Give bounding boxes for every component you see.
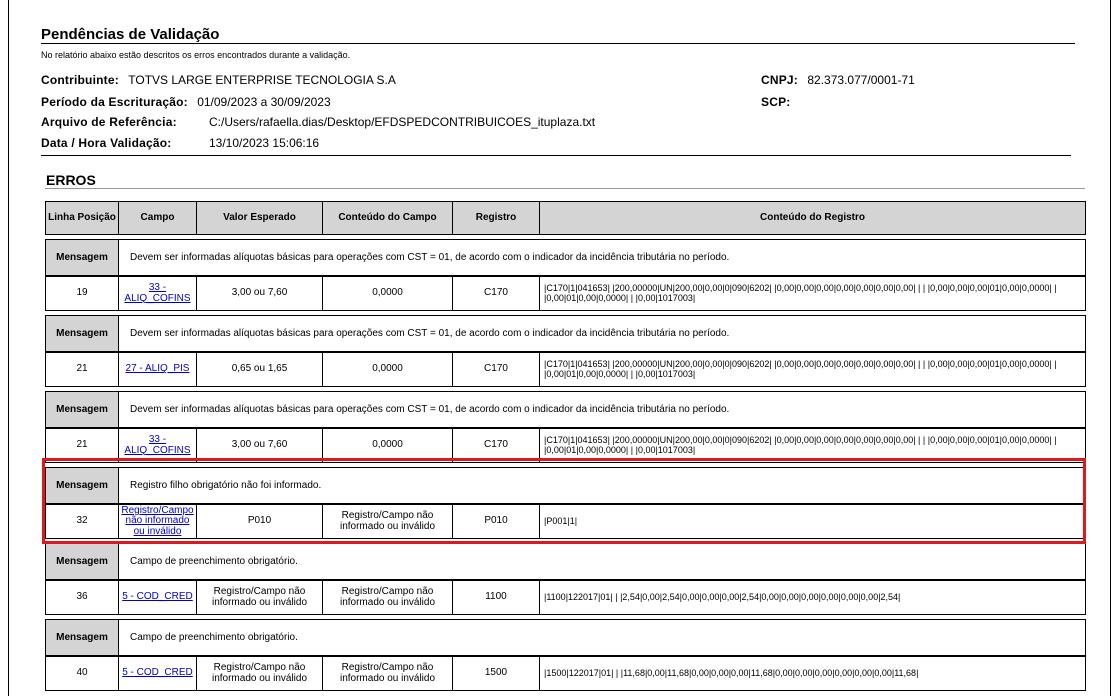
valor-esperado-cell: Registro/Campo não informado ou inválido xyxy=(196,656,323,691)
registro-cell: 1500 xyxy=(452,656,540,691)
arquivo-row xyxy=(41,115,596,129)
table-row xyxy=(45,428,1086,463)
arquivo-label: Arquivo de Referência: xyxy=(41,115,177,129)
message-row xyxy=(45,619,1086,656)
conteudo-registro-cell: |1500|122017|01| | |11,68|0,00|11,68|0,00|0,00|0,00|11,68|0,00|0,00|0,00|0,00|0,00|0,00|11,68| xyxy=(539,656,1086,691)
conteudo-campo-cell: Registro/Campo não informado ou inválido xyxy=(322,656,453,691)
errors-table xyxy=(45,201,1086,695)
error-entry xyxy=(45,315,1086,387)
valor-esperado-cell: 0,65 ou 1,65 xyxy=(196,352,323,387)
conteudo-campo-cell: Registro/Campo não informado ou inválido xyxy=(322,504,453,539)
message-label: Mensagem xyxy=(45,239,119,276)
message-label: Mensagem xyxy=(45,315,119,352)
message-text: Campo de preenchimento obrigatório. xyxy=(118,543,1086,580)
section-divider xyxy=(45,188,1085,189)
message-text: Registro filho obrigatório não foi informado. xyxy=(118,467,1086,504)
error-entry xyxy=(45,619,1086,691)
registro-cell: P010 xyxy=(452,504,540,539)
conteudo-campo-cell: 0,0000 xyxy=(322,428,453,463)
table-row xyxy=(45,276,1086,311)
error-entry-highlighted xyxy=(45,467,1086,539)
periodo-value: 01/09/2023 a 30/09/2023 xyxy=(197,95,331,109)
message-row xyxy=(45,391,1086,428)
header-registro: Registro xyxy=(452,201,540,235)
page-border-right xyxy=(1110,0,1111,696)
linha-cell: 36 xyxy=(45,580,119,615)
conteudo-campo-cell: 0,0000 xyxy=(322,276,453,311)
title-divider xyxy=(41,43,1075,44)
data-value: 13/10/2023 15:06:16 xyxy=(209,136,320,150)
message-label: Mensagem xyxy=(45,543,119,580)
linha-cell: 40 xyxy=(45,656,119,691)
valor-esperado-cell: 3,00 ou 7,60 xyxy=(196,428,323,463)
campo-cell xyxy=(118,504,197,539)
cnpj-row xyxy=(761,73,915,87)
campo-link[interactable]: 5 - COD_CRED xyxy=(122,591,193,603)
arquivo-value: C:/Users/rafaella.dias/Desktop/EFDSPEDCONTRIBUICOES_ituplaza.txt xyxy=(209,115,596,129)
message-text: Devem ser informadas alíquotas básicas para operações com CST = 01, de acordo com o indicador da incidência tributária no período. xyxy=(118,239,1086,276)
cnpj-label: CNPJ: xyxy=(761,73,799,87)
header-valor-esperado: Valor Esperado xyxy=(196,201,323,235)
campo-link[interactable]: Registro/Campo não informado ou inválido xyxy=(121,504,194,537)
campo-link[interactable]: 27 - ALIQ_PIS xyxy=(125,363,190,375)
campo-link[interactable]: 33 - ALIQ_COFINS xyxy=(124,282,191,304)
section-title: ERROS xyxy=(46,172,96,188)
table-row xyxy=(45,504,1086,539)
contribuinte-row xyxy=(41,73,396,87)
periodo-label: Período da Escrituração: xyxy=(41,95,188,109)
message-row xyxy=(45,239,1086,276)
campo-link[interactable]: 5 - COD_CRED xyxy=(122,667,193,679)
cnpj-value: 82.373.077/0001-71 xyxy=(807,73,915,87)
data-label: Data / Hora Validação: xyxy=(41,136,172,150)
conteudo-campo-cell: 0,0000 xyxy=(322,352,453,387)
campo-cell xyxy=(118,656,197,691)
message-text: Campo de preenchimento obrigatório. xyxy=(118,619,1086,656)
registro-cell: C170 xyxy=(452,428,540,463)
error-entry xyxy=(45,391,1086,463)
message-label: Mensagem xyxy=(45,467,119,504)
scp-label: SCP: xyxy=(761,95,791,109)
campo-link[interactable]: 33 - ALIQ_COFINS xyxy=(124,434,191,456)
header-linha-posicao: Linha Posição xyxy=(45,201,119,235)
conteudo-registro-cell: |C170|1|041653| |200,00000|UN|200,00|0,00|0|090|6202| |0,00|0,00|0,00|0,00|0,00|0,00|0,00| | | |0,00|0,00|0,00|01|0,00|0,0000| | |0,00|01|0,00|0,0000| | |0,00|1017003| xyxy=(539,428,1086,463)
report-subtitle: No relatório abaixo estão descritos os erros encontrados durante a validação. xyxy=(41,50,351,60)
message-row xyxy=(45,467,1086,504)
message-text: Devem ser informadas alíquotas básicas para operações com CST = 01, de acordo com o indicador da incidência tributária no período. xyxy=(118,315,1086,352)
header-conteudo-registro: Conteúdo do Registro xyxy=(539,201,1086,235)
report-title: Pendências de Validação xyxy=(41,26,220,43)
message-label: Mensagem xyxy=(45,391,119,428)
header-conteudo-campo: Conteúdo do Campo xyxy=(322,201,453,235)
conteudo-registro-cell: |1100|122017|01| | |2,54|0,00|2,54|0,00|0,00|0,00|2,54|0,00|0,00|0,00|0,00|0,00|0,00|2,54| xyxy=(539,580,1086,615)
linha-cell: 19 xyxy=(45,276,119,311)
conteudo-registro-cell: |P001|1| xyxy=(539,504,1086,539)
table-row xyxy=(45,580,1086,615)
scp-row xyxy=(761,95,790,109)
registro-cell: 1100 xyxy=(452,580,540,615)
campo-cell xyxy=(118,352,197,387)
linha-cell: 32 xyxy=(45,504,119,539)
message-label: Mensagem xyxy=(45,619,119,656)
valor-esperado-cell: P010 xyxy=(196,504,323,539)
conteudo-registro-cell: |C170|1|041653| |200,00000|UN|200,00|0,00|0|090|6202| |0,00|0,00|0,00|0,00|0,00|0,00|0,00| | | |0,00|0,00|0,00|01|0,00|0,0000| | |0,00|01|0,00|0,0000| | |0,00|1017003| xyxy=(539,352,1086,387)
contribuinte-label: Contribuinte: xyxy=(41,73,119,87)
header-campo: Campo xyxy=(118,201,197,235)
campo-cell xyxy=(118,580,197,615)
valor-esperado-cell: 3,00 ou 7,60 xyxy=(196,276,323,311)
campo-cell xyxy=(118,428,197,463)
linha-cell: 21 xyxy=(45,352,119,387)
message-text: Devem ser informadas alíquotas básicas para operações com CST = 01, de acordo com o indicador da incidência tributária no período. xyxy=(118,391,1086,428)
page-border-left xyxy=(8,0,9,696)
info-divider xyxy=(41,155,1071,156)
table-row xyxy=(45,352,1086,387)
linha-cell: 21 xyxy=(45,428,119,463)
message-row xyxy=(45,543,1086,580)
periodo-row xyxy=(41,95,331,109)
registro-cell: C170 xyxy=(452,352,540,387)
data-row xyxy=(41,136,320,150)
error-entry xyxy=(45,239,1086,311)
conteudo-registro-cell: |C170|1|041653| |200,00000|UN|200,00|0,00|0|090|6202| |0,00|0,00|0,00|0,00|0,00|0,00|0,00| | | |0,00|0,00|0,00|01|0,00|0,0000| | |0,00|01|0,00|0,0000| | |0,00|1017003| xyxy=(539,276,1086,311)
registro-cell: C170 xyxy=(452,276,540,311)
conteudo-campo-cell: Registro/Campo não informado ou inválido xyxy=(322,580,453,615)
valor-esperado-cell: Registro/Campo não informado ou inválido xyxy=(196,580,323,615)
table-row xyxy=(45,656,1086,691)
error-entry xyxy=(45,543,1086,615)
contribuinte-value: TOTVS LARGE ENTERPRISE TECNOLOGIA S.A xyxy=(128,73,396,87)
table-header xyxy=(45,201,1086,235)
message-row xyxy=(45,315,1086,352)
campo-cell xyxy=(118,276,197,311)
